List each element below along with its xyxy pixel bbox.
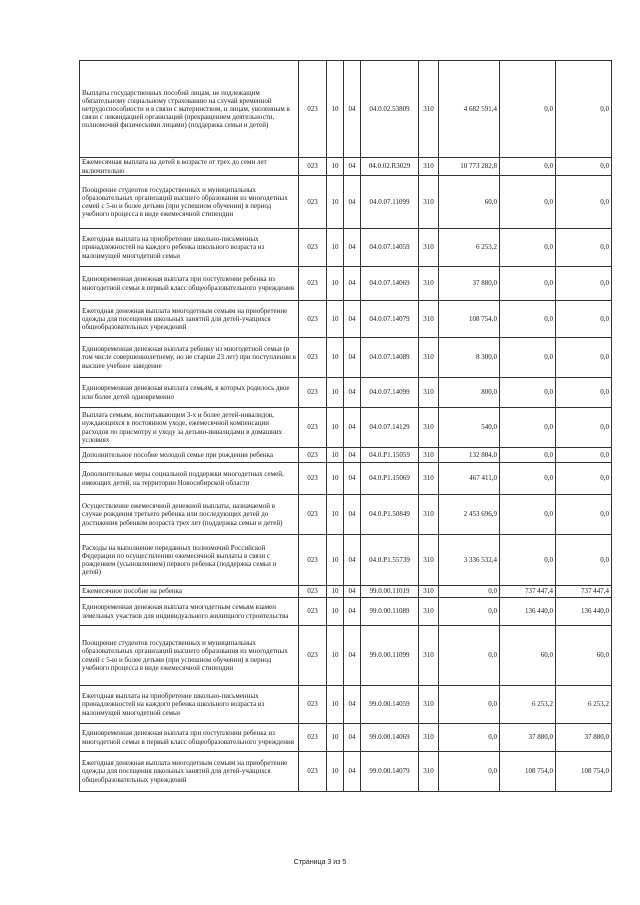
section-code: 10 (327, 463, 344, 495)
ved-code: 023 (299, 158, 327, 176)
amount-2: 0,0 (500, 229, 556, 267)
target-article-code: 04.0.P1.15059 (361, 448, 419, 463)
section-code: 10 (327, 408, 344, 448)
amount-3: 0,0 (556, 495, 612, 535)
amount-1: 4 682 591,4 (439, 61, 500, 158)
row-name: Поощрение студентов государственных и муниципальных образовательных организаций высшего образования из многодетных семей с 5-ю и более детьми (при успешном обучении) в период учебного процесса в виде ежемесячной стипендии (80, 176, 299, 229)
target-article-code: 04.0.07.14089 (361, 338, 419, 378)
expense-type-code: 310 (419, 267, 439, 301)
target-article-code: 04.0.P1.15069 (361, 463, 419, 495)
section-code: 10 (327, 495, 344, 535)
target-article-code: 04.0.P1.50849 (361, 495, 419, 535)
amount-2: 0,0 (500, 378, 556, 408)
amount-3: 0,0 (556, 61, 612, 158)
row-name: Ежегодная выплата на приобретение школьно-письменных принадлежностей на каждого ребенка школьного возраста из малоимущей многодетной семьи (80, 229, 299, 267)
expense-type-code: 310 (419, 724, 439, 752)
ved-code: 023 (299, 626, 327, 686)
amount-3: 6 253,2 (556, 686, 612, 724)
subsection-code: 04 (344, 61, 361, 158)
section-code: 10 (327, 598, 344, 626)
amount-3: 0,0 (556, 158, 612, 176)
target-article-code: 04.0.07.14059 (361, 229, 419, 267)
amount-3: 0,0 (556, 176, 612, 229)
expense-type-code: 310 (419, 598, 439, 626)
expense-type-code: 310 (419, 448, 439, 463)
table-row (80, 495, 612, 535)
section-code: 10 (327, 61, 344, 158)
row-name: Единовременная денежная выплата при поступлении ребенка из многодетной семьи в первый класс общеобразовательного учреждения (80, 724, 299, 752)
subsection-code: 04 (344, 495, 361, 535)
ved-code: 023 (299, 338, 327, 378)
row-name: Ежегодная денежная выплата многодетным семьям на приобретение одежды для посещения школьных занятий для детей-учащихся общеобразовательных учреждений (80, 752, 299, 792)
amount-3: 108 754,0 (556, 752, 612, 792)
expense-type-code: 310 (419, 338, 439, 378)
ved-code: 023 (299, 378, 327, 408)
ved-code: 023 (299, 408, 327, 448)
subsection-code: 04 (344, 448, 361, 463)
amount-2: 60,0 (500, 626, 556, 686)
table-row (80, 158, 612, 176)
page-number: Страница 3 из 5 (293, 859, 347, 866)
target-article-code: 04.0.07.11099 (361, 176, 419, 229)
subsection-code: 04 (344, 408, 361, 448)
expense-type-code: 310 (419, 408, 439, 448)
table-row (80, 301, 612, 338)
amount-3: 0,0 (556, 229, 612, 267)
row-name: Единовременная денежная выплата семьям, в которых родилось двое или более детей одновременно (80, 378, 299, 408)
expense-type-code: 310 (419, 301, 439, 338)
amount-1: 6 253,2 (439, 229, 500, 267)
subsection-code: 04 (344, 598, 361, 626)
amount-3: 0,0 (556, 463, 612, 495)
target-article-code: 99.0.00.14059 (361, 686, 419, 724)
section-code: 10 (327, 448, 344, 463)
ved-code: 023 (299, 463, 327, 495)
target-article-code: 04.0.P1.55739 (361, 535, 419, 586)
target-article-code: 04.0.07.14099 (361, 378, 419, 408)
table-row (80, 463, 612, 495)
table-row (80, 267, 612, 301)
table-row (80, 586, 612, 598)
ved-code: 023 (299, 686, 327, 724)
section-code: 10 (327, 267, 344, 301)
row-name: Единовременная денежная выплата при поступлении ребенка из многодетной семьи в первый класс общеобразовательного учреждения (80, 267, 299, 301)
target-article-code: 04.0.02.53809 (361, 61, 419, 158)
section-code: 10 (327, 229, 344, 267)
amount-2: 0,0 (500, 463, 556, 495)
amount-2: 0,0 (500, 61, 556, 158)
amount-2: 0,0 (500, 301, 556, 338)
amount-1: 800,0 (439, 378, 500, 408)
table-row (80, 378, 612, 408)
row-name: Ежемесячная выплата на детей в возрасте от трех до семи лет включительно (80, 158, 299, 176)
amount-2: 0,0 (500, 176, 556, 229)
subsection-code: 04 (344, 752, 361, 792)
amount-2: 0,0 (500, 448, 556, 463)
section-code: 10 (327, 535, 344, 586)
target-article-code: 04.0.07.14079 (361, 301, 419, 338)
row-name: Поощрение студентов государственных и муниципальных образовательных организаций высшего образования из многодетных семей с 5-ю и более детьми (при успешном обучении) в период учебного процесса в виде ежемесячной стипендии (80, 626, 299, 686)
row-name: Расходы на выполнение переданных полномочий Российской Федерации по осуществлению ежемесячной выплаты в связи с рождением (усыновлением) первого ребенка (поддержка семьи и детей) (80, 535, 299, 586)
row-name: Ежегодная выплата на приобретение школьно-письменных принадлежностей на каждого ребенка школьного возраста из малоимущей многодетной семьи (80, 686, 299, 724)
amount-3: 0,0 (556, 338, 612, 378)
subsection-code: 04 (344, 378, 361, 408)
amount-1: 0,0 (439, 686, 500, 724)
budget-table (79, 60, 612, 792)
amount-3: 0,0 (556, 301, 612, 338)
target-article-code: 99.0.00.14079 (361, 752, 419, 792)
section-code: 10 (327, 158, 344, 176)
ved-code: 023 (299, 724, 327, 752)
table-row (80, 598, 612, 626)
amount-3: 737 447,4 (556, 586, 612, 598)
table-row (80, 724, 612, 752)
amount-3: 136 440,0 (556, 598, 612, 626)
amount-2: 37 880,0 (500, 724, 556, 752)
expense-type-code: 310 (419, 229, 439, 267)
table-body (80, 61, 612, 792)
amount-1: 0,0 (439, 586, 500, 598)
ved-code: 023 (299, 229, 327, 267)
ved-code: 023 (299, 586, 327, 598)
subsection-code: 04 (344, 267, 361, 301)
amount-1: 60,0 (439, 176, 500, 229)
subsection-code: 04 (344, 724, 361, 752)
expense-type-code: 310 (419, 176, 439, 229)
row-name: Ежемесячное пособие на ребенка (80, 586, 299, 598)
table-row (80, 408, 612, 448)
expense-type-code: 310 (419, 158, 439, 176)
amount-1: 3 336 532,4 (439, 535, 500, 586)
table-row (80, 229, 612, 267)
expense-type-code: 310 (419, 495, 439, 535)
expense-type-code: 310 (419, 586, 439, 598)
row-name: Ежегодная денежная выплата многодетным семьям на приобретение одежды для посещения школьных занятий для детей-учащихся общеобразовательных учреждений (80, 301, 299, 338)
expense-type-code: 310 (419, 378, 439, 408)
table-row (80, 626, 612, 686)
section-code: 10 (327, 378, 344, 408)
subsection-code: 04 (344, 338, 361, 378)
subsection-code: 04 (344, 586, 361, 598)
amount-1: 2 453 696,9 (439, 495, 500, 535)
amount-2: 0,0 (500, 267, 556, 301)
amount-3: 37 880,0 (556, 724, 612, 752)
section-code: 10 (327, 301, 344, 338)
subsection-code: 04 (344, 463, 361, 495)
row-name: Выплата семьям, воспитывающим 3-х и более детей-инвалидов, нуждающихся в постоянном уходе, ежемесячной компенсации расходов по присмотру и уходу за детьми-инвалидами в домашних условиях (80, 408, 299, 448)
row-name: Единовременная денежная выплата ребенку из многодетной семьи (в том числе совершеннолетнему, но не старше 23 лет) при поступлении в высшее учебное заведение (80, 338, 299, 378)
subsection-code: 04 (344, 686, 361, 724)
target-article-code: 04.0.07.14129 (361, 408, 419, 448)
amount-1: 108 754,0 (439, 301, 500, 338)
section-code: 10 (327, 176, 344, 229)
row-name: Осуществление ежемесячной денежной выплаты, назначаемой в случае рождения третьего ребенка или последующих детей до достижения ребенком возраста трех лет (поддержка семьи и детей) (80, 495, 299, 535)
amount-1: 132 804,0 (439, 448, 500, 463)
ved-code: 023 (299, 535, 327, 586)
amount-1: 37 880,0 (439, 267, 500, 301)
amount-1: 540,0 (439, 408, 500, 448)
amount-2: 6 253,2 (500, 686, 556, 724)
ved-code: 023 (299, 495, 327, 535)
target-article-code: 04.0.07.14069 (361, 267, 419, 301)
amount-3: 0,0 (556, 408, 612, 448)
amount-2: 136 440,0 (500, 598, 556, 626)
section-code: 10 (327, 724, 344, 752)
expense-type-code: 310 (419, 686, 439, 724)
expense-type-code: 310 (419, 535, 439, 586)
amount-1: 8 300,0 (439, 338, 500, 378)
row-name: Дополнительное пособие молодой семье при рождении ребенка (80, 448, 299, 463)
target-article-code: 99.0.00.11089 (361, 598, 419, 626)
subsection-code: 04 (344, 535, 361, 586)
amount-2: 108 754,0 (500, 752, 556, 792)
target-article-code: 99.0.00.11019 (361, 586, 419, 598)
ved-code: 023 (299, 752, 327, 792)
amount-2: 0,0 (500, 338, 556, 378)
table-row (80, 338, 612, 378)
section-code: 10 (327, 338, 344, 378)
amount-2: 737 447,4 (500, 586, 556, 598)
table-row (80, 686, 612, 724)
section-code: 10 (327, 752, 344, 792)
amount-2: 0,0 (500, 158, 556, 176)
amount-3: 0,0 (556, 535, 612, 586)
expense-type-code: 310 (419, 61, 439, 158)
amount-3: 0,0 (556, 448, 612, 463)
target-article-code: 99.0.00.14069 (361, 724, 419, 752)
ved-code: 023 (299, 448, 327, 463)
amount-3: 0,0 (556, 378, 612, 408)
amount-1: 467 411,0 (439, 463, 500, 495)
table-row (80, 176, 612, 229)
table-row (80, 448, 612, 463)
amount-1: 10 773 282,8 (439, 158, 500, 176)
amount-2: 0,0 (500, 535, 556, 586)
subsection-code: 04 (344, 176, 361, 229)
subsection-code: 04 (344, 158, 361, 176)
target-article-code: 04.0.02.R3029 (361, 158, 419, 176)
amount-1: 0,0 (439, 724, 500, 752)
section-code: 10 (327, 626, 344, 686)
ved-code: 023 (299, 176, 327, 229)
ved-code: 023 (299, 267, 327, 301)
section-code: 10 (327, 686, 344, 724)
table-row (80, 61, 612, 158)
amount-3: 60,0 (556, 626, 612, 686)
expense-type-code: 310 (419, 626, 439, 686)
section-code: 10 (327, 586, 344, 598)
row-name: Выплаты государственных пособий лицам, не подлежащим обязательному социальному страхованию на случай временной нетрудоспособности и в связи с материнством, и лицам, уволенным в связи с ликвидацией организаций (прекращением деятельности, полномочий физическими лицами) (поддержка семьи и детей) (80, 61, 299, 158)
amount-2: 0,0 (500, 495, 556, 535)
amount-1: 0,0 (439, 626, 500, 686)
row-name: Дополнительные меры социальной поддержки многодетных семей, имеющих детей, на территории Новосибирской области (80, 463, 299, 495)
expense-type-code: 310 (419, 752, 439, 792)
amount-2: 0,0 (500, 408, 556, 448)
subsection-code: 04 (344, 229, 361, 267)
amount-1: 0,0 (439, 752, 500, 792)
expense-type-code: 310 (419, 463, 439, 495)
table-row (80, 752, 612, 792)
row-name: Единовременная денежная выплата многодетным семьям взамен земельных участков для индивидуального жилищного строительства (80, 598, 299, 626)
target-article-code: 99.0.00.11099 (361, 626, 419, 686)
amount-1: 0,0 (439, 598, 500, 626)
table-row (80, 535, 612, 586)
ved-code: 023 (299, 301, 327, 338)
ved-code: 023 (299, 598, 327, 626)
ved-code: 023 (299, 61, 327, 158)
amount-3: 0,0 (556, 267, 612, 301)
subsection-code: 04 (344, 301, 361, 338)
subsection-code: 04 (344, 626, 361, 686)
